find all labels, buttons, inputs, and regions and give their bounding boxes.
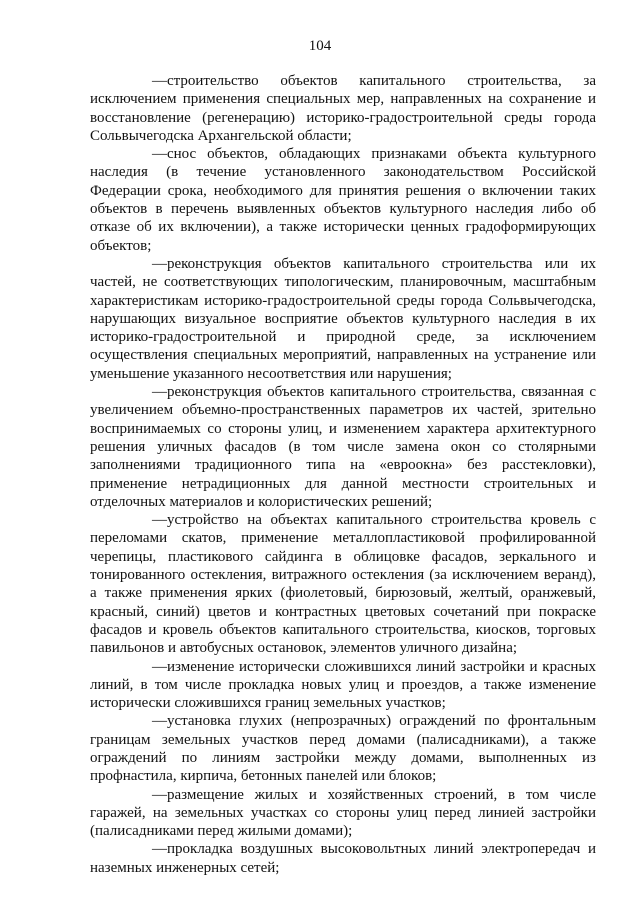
page-number: 104 [308,38,332,54]
paragraph-power-lines: —прокладка воздушных высоковольтных линий электропередач и наземных инженерных сетей; [90,841,596,876]
paragraph-roofing-materials: —устройство на объектах капитального строительства кровель с переломами скатов, применение металлопластиковой профилированной черепицы, пластикового сайдинга в облицовке фасадов, зеркального и тонированного остекления, витражного остекления (за исключением веранд), а также применения ярких (фиолетовый, бирюзовый, желтый, оранжевый, красный, синий) цветов и контрастных цветовых сочетаний при покраске фасадов и кровель объектов капитального строительства, киосков, торговых павильонов и автобусных остановок, элементов уличного дизайна; [90,512,596,657]
paragraph-outbuildings: —размещение жилых и хозяйственных строений, в том числе гаражей, на земельных участках со стороны улиц перед линией застройки (палисадниками перед жилыми домами); [90,786,596,840]
paragraph-demolition-ban: —снос объектов, обладающих признаками объекта культурного наследия (в течение установленного законодательством Российской Федерации срока, необходимого для принятия решения о включении таких объектов в перечень выявленных объектов культурного наследия либо об отказе об их включении), а также исторически ценных градоформирующих объектов; [90,146,596,254]
paragraph-reconstruction-mismatch: —реконструкция объектов капитального строительства или их частей, не соответствующих типологическим, планировочным, масштабным характеристикам историко-градостроительной среды города Сольвычегодска, нарушающих визуальное восприятие объектов культурного наследия в их историко-градостроительной и природной среде, за исключением осуществления специальных мероприятий, направленных на устранение или уменьшение указанного несоответствия или нарушения; [90,255,596,382]
paragraph-construction-ban: —строительство объектов капитального строительства, за исключением применения специальных мер, направленных на сохранение и восстановление (регенерацию) историко-градостроительной среды города Сольвычегодска Архангельской области; [90,73,596,144]
paragraph-building-lines: —изменение исторически сложившихся линий застройки и красных линий, в том числе прокладка новых улиц и проездов, а также изменение исторически сложившихся границ земельных участков; [90,658,596,712]
document-body [90,72,596,877]
paragraph-reconstruction-volume: —реконструкция объектов капитального строительства, связанная с увеличением объемно-пространственных параметров их частей, зрительно воспринимаемых со стороны улиц, и изменением характера архитектурного решения уличных фасадов (в том числе замена окон со столярными заполнениями традиционного типа на «евроокна» без расстекловки), применение нетрадиционных для данной местности строительных и отделочных материалов и колористических решений; [90,384,596,510]
paragraph-fences: —установка глухих (непрозрачных) ограждений по фронтальным границам земельных участков перед домами (палисадниками), а также ограждений по линиям застройки между домами, выполненных из профнастила, кирпича, бетонных панелей или блоков; [90,713,596,785]
